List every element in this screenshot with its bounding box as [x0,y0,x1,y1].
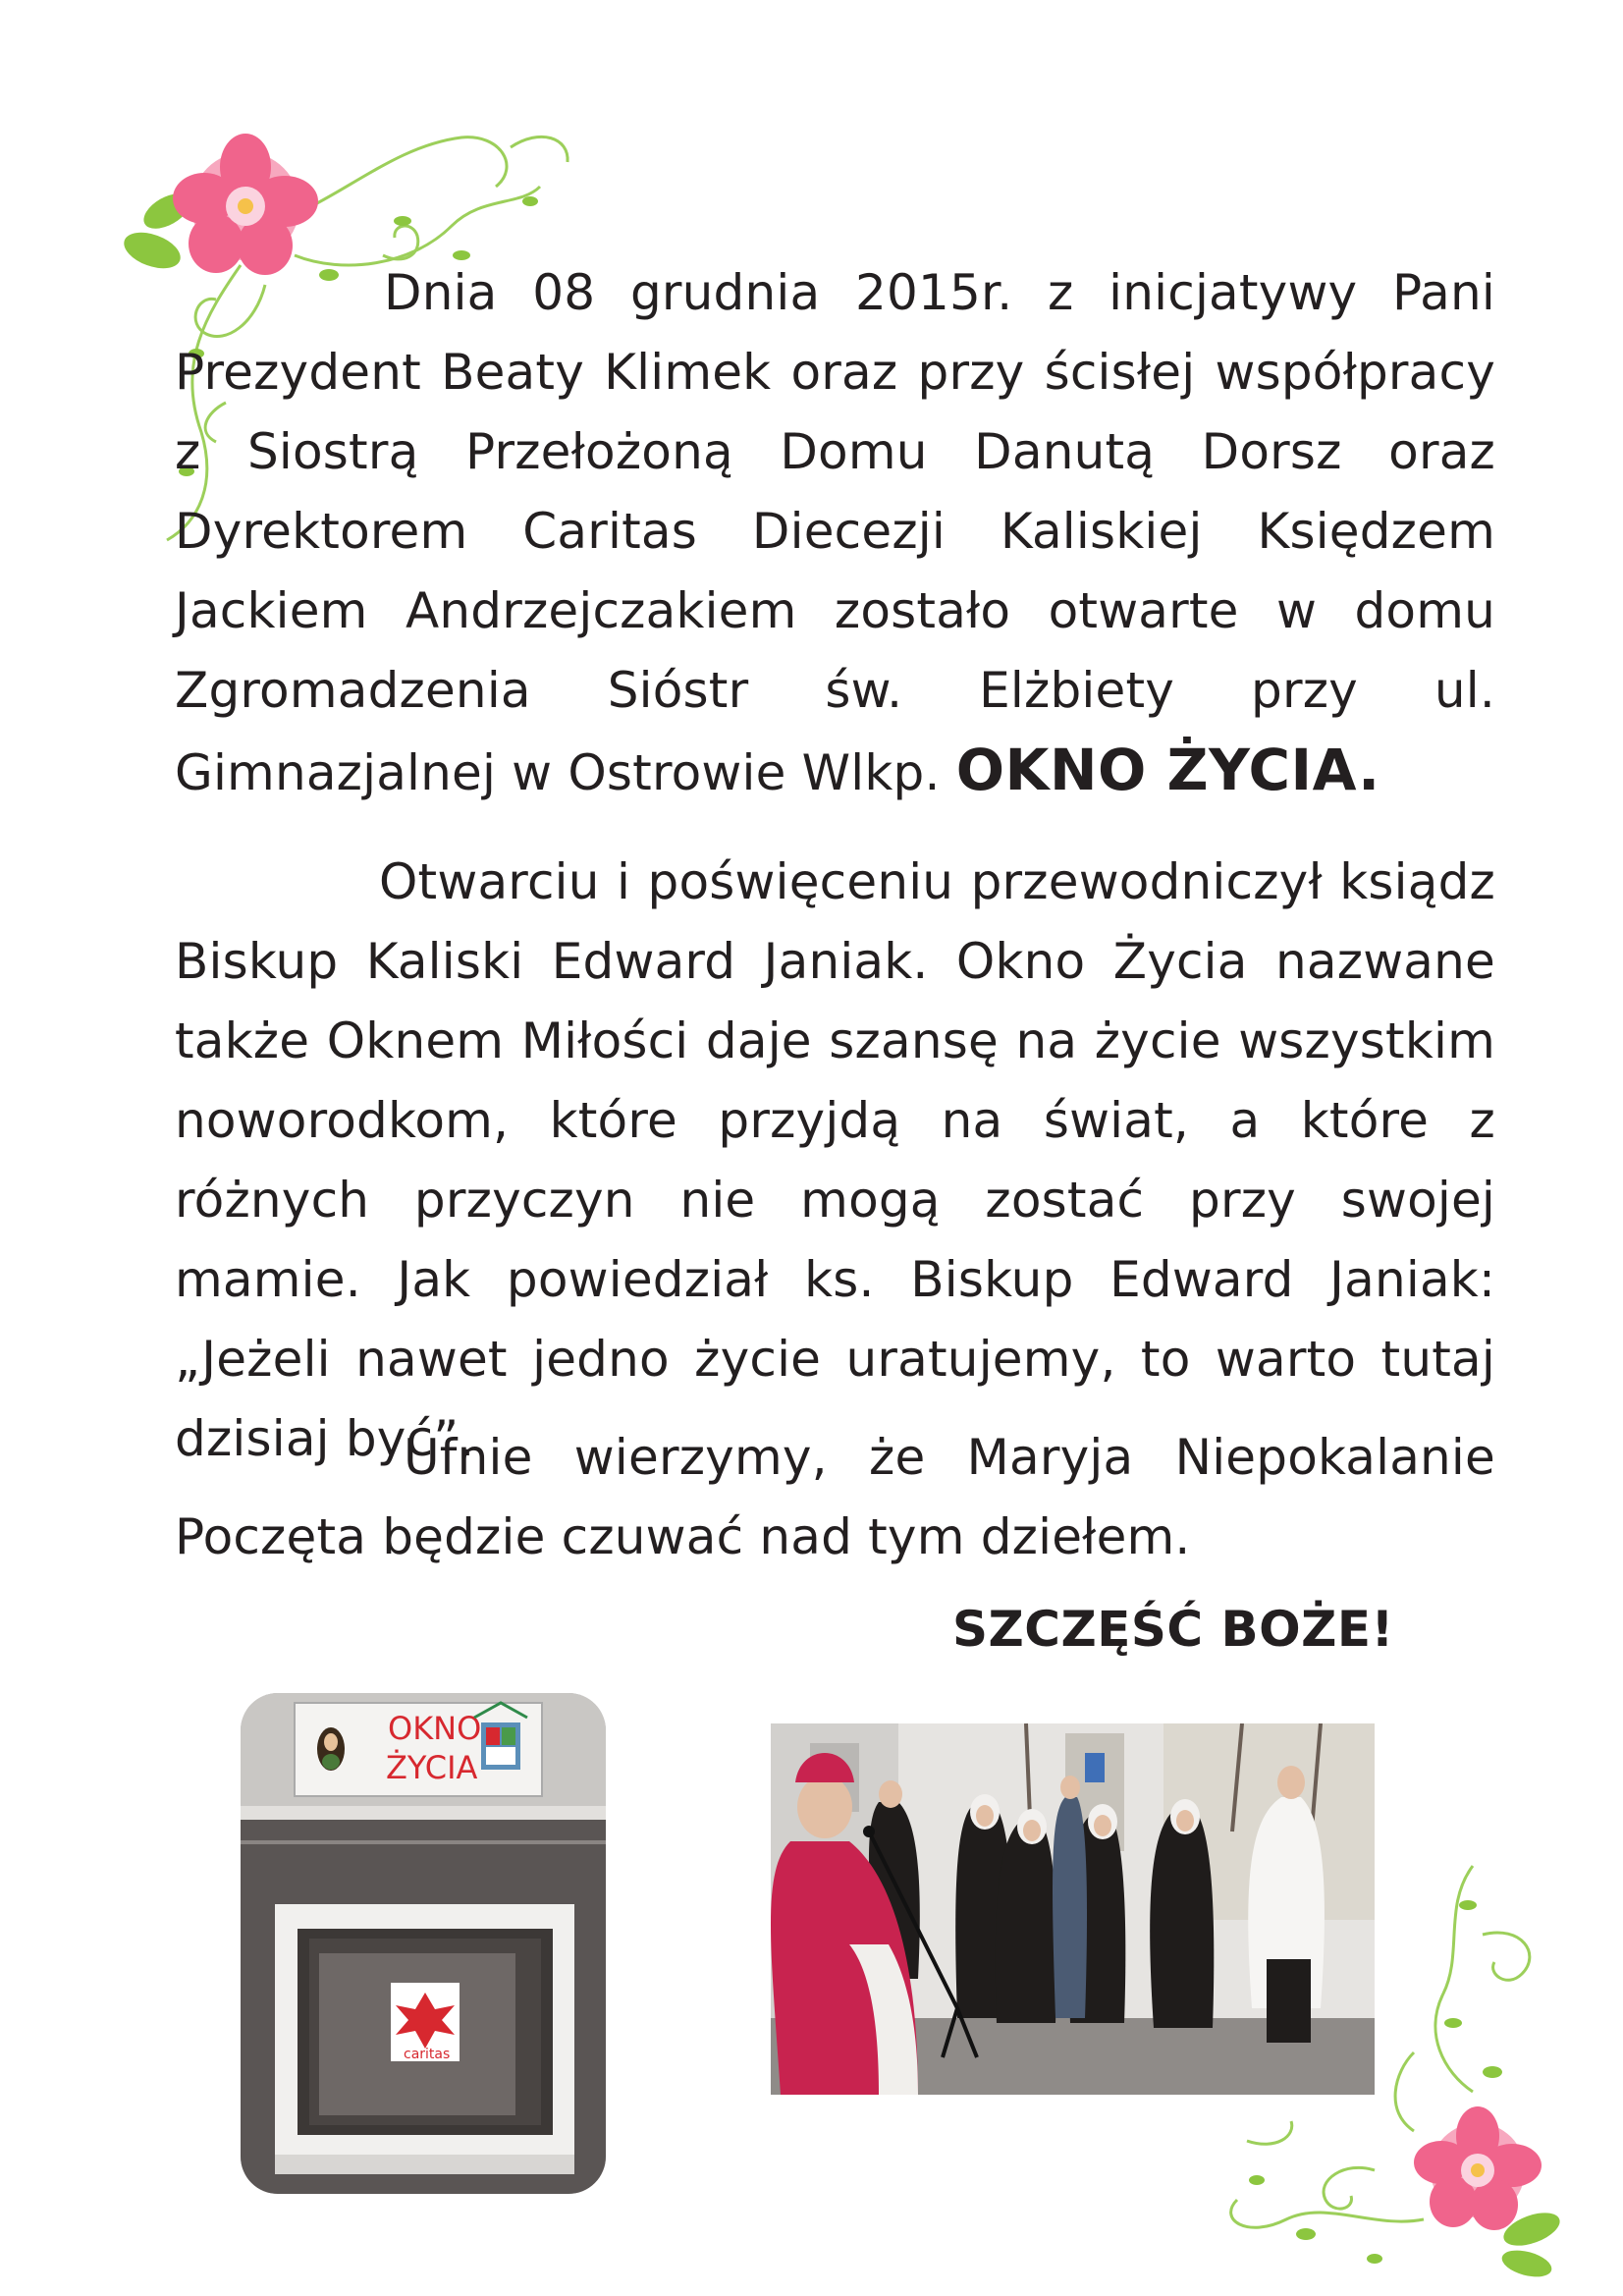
sign-zycia: ŻYCIA [386,1749,478,1786]
window-of-life-photo [241,1693,606,2194]
caritas-logo-icon [391,1983,460,2062]
closing-greeting: SZCZĘŚĆ BOŻE! [952,1601,1394,1658]
sign-okno: OKNO [388,1710,482,1747]
madonna-icon [317,1727,345,1771]
flower-decoration-bottom-icon [1129,1846,1581,2278]
paragraph-faith-text: Ufnie wierzymy, że Maryja Niepokalanie Poczęta będzie czuwać nad tym dziełem. [175,1429,1495,1565]
paragraph-blessing [175,843,1495,1479]
paragraph-opening-text [175,253,1495,813]
paragraph-blessing-text: Otwarciu i poświęceniu przewodniczył ksiądz Biskup Kaliski Edward Janiak. Okno Życia nazwane także Oknem Miłości daje szansę na życie wszystkim noworodkom, które przyjdą na świat, a które z różnych przyczyn nie mogą zostać przy swojej mamie. Jak powiedział ks. Biskup Edward Janiak: „Jeżeli nawet jedno życie uratujemy, to warto tutaj dzisiaj być”. [175,853,1495,1467]
paragraph-faith [175,1418,1495,1577]
caritas-text: caritas [404,2047,451,2062]
paragraph-opening-body: Dnia 08 grudnia 2015r. z inicjatywy Pani Prezydent Beaty Klimek oraz przy ścisłej współpracy z Siostrą Przełożoną Domu Danutą Dorsz oraz Dyrektorem Caritas Diecezji Kaliskiej Księdzem Jackiem Andrzejczakiem zostało otwarte w domu Zgromadzenia Sióstr św. Elżbiety przy ul. Gimnazjalnej w Ostrowie Wlkp. [175,264,1495,801]
paragraph-opening [175,253,1495,813]
okno-zycia-heading: OKNO ŻYCIA. [955,737,1380,803]
